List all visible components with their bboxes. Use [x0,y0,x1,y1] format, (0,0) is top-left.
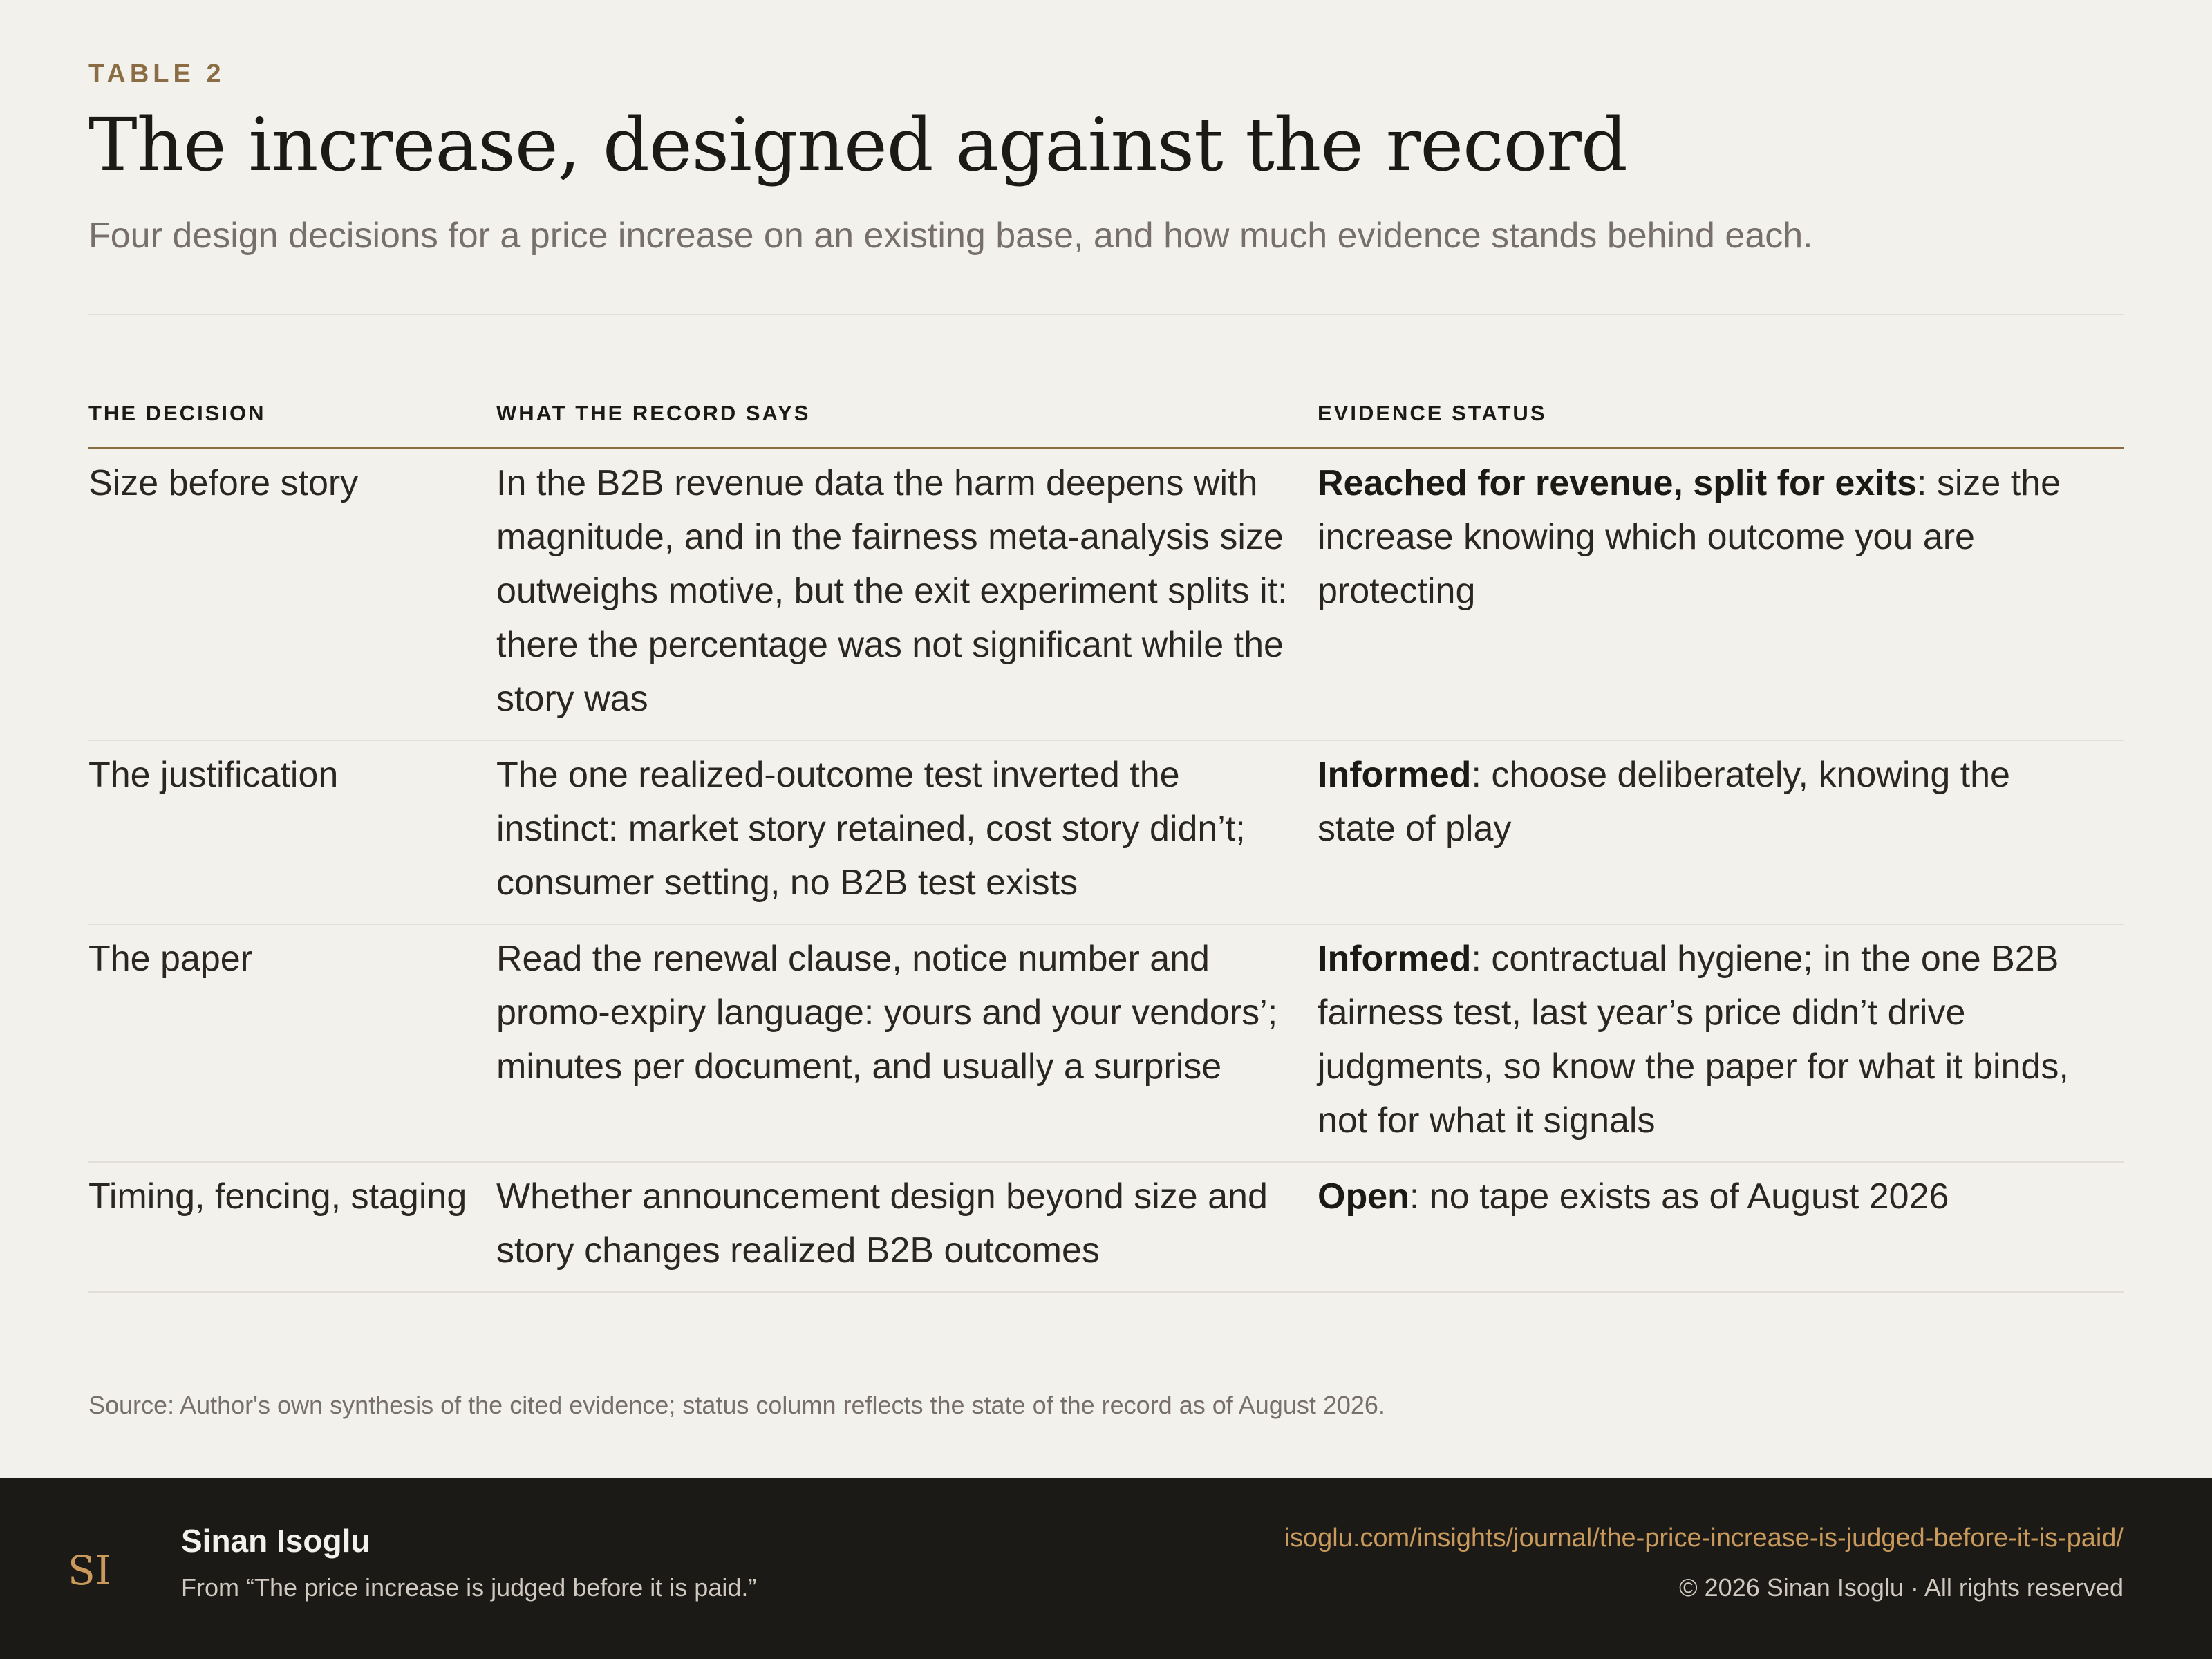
article-link[interactable]: isoglu.com/insights/journal/the-price-increase-is-judged-before-it-is-paid/ [1284,1524,2124,1553]
status-cell [1318,448,2124,740]
status-text: : size the increase knowing which outcome you are protecting [1318,463,2061,611]
table-header-row [88,401,2124,448]
footer [0,1478,2212,1659]
record-cell: Read the renewal clause, notice number and promo-expiry language: yours and your vendors’; minutes per document, and usually a surprise [496,924,1318,1162]
status-cell [1318,740,2124,924]
decision-cell: The justification [88,740,496,924]
page-subtitle: Four design decisions for a price increase on an existing base, and how much evidence stands behind each. [88,216,1813,256]
table-row [88,924,2124,1162]
status-cell [1318,924,2124,1162]
record-cell: In the B2B revenue data the harm deepens with magnitude, and in the fairness meta-analysis size outweighs motive, but the exit experiment splits it: there the percentage was not significant while the story was [496,448,1318,740]
copyright-notice: © 2026 Sinan Isoglu · All rights reserved [1679,1573,2124,1602]
decision-cell: Timing, fencing, staging [88,1162,496,1292]
decision-cell: Size before story [88,448,496,740]
status-label: Informed [1318,939,1472,979]
evidence-table [88,401,2124,1293]
status-label: Informed [1318,755,1472,795]
table-row [88,448,2124,740]
table-row [88,740,2124,924]
status-label: Open [1318,1177,1409,1217]
column-header-status: EVIDENCE STATUS [1318,401,2124,448]
record-cell: Whether announcement design beyond size and story changes realized B2B outcomes [496,1162,1318,1292]
status-text: : contractual hygiene; in the one B2B fairness test, last year’s price didn’t drive judgments, so know the paper for what it binds, not for what it signals [1318,939,2069,1141]
record-cell: The one realized-outcome test inverted the instinct: market story retained, cost story didn’t; consumer setting, no B2B test exists [496,740,1318,924]
decision-cell: The paper [88,924,496,1162]
status-cell [1318,1162,2124,1292]
article-reference: From “The price increase is judged before it is paid.” [181,1573,757,1602]
column-header-decision: THE DECISION [88,401,496,448]
page-title: The increase, designed against the record [88,102,1627,187]
status-text: : no tape exists as of August 2026 [1409,1177,1949,1217]
source-note: Source: Author's own synthesis of the cited evidence; status column reflects the state of the record as of August 2026. [88,1391,1385,1419]
table-row [88,1162,2124,1292]
column-header-record: WHAT THE RECORD SAYS [496,401,1318,448]
author-name: Sinan Isoglu [181,1523,371,1559]
table-kicker: TABLE 2 [88,59,225,88]
monogram-logo-icon [64,1541,119,1597]
status-text: : choose deliberately, knowing the state of play [1318,755,2010,849]
header-divider [88,314,2124,315]
svg-text:SI: SI [68,1547,111,1594]
status-label: Reached for revenue, split for exits [1318,463,1917,503]
